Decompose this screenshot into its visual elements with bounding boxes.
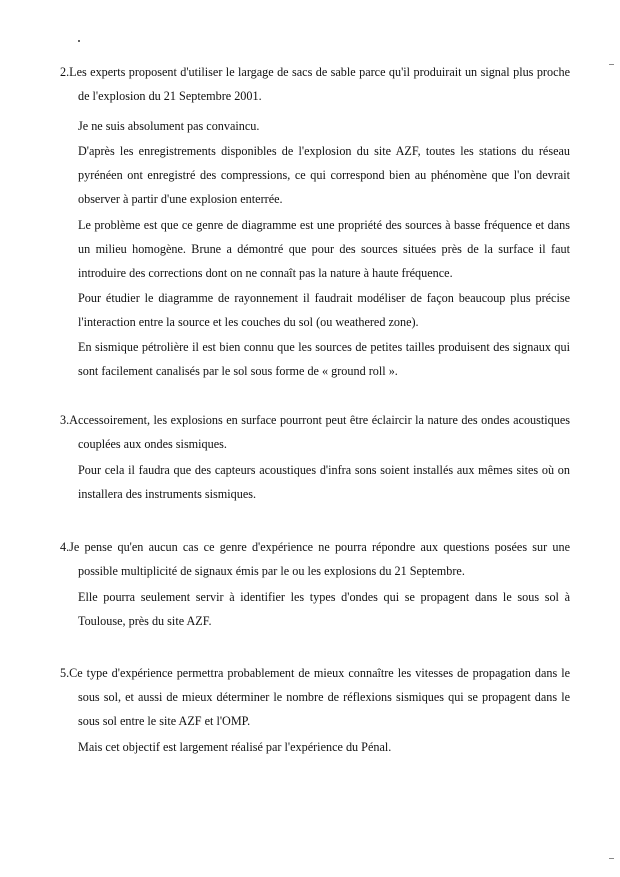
section-2-paragraph: Je ne suis absolument pas convaincu. <box>78 119 260 133</box>
section-5 <box>60 661 570 759</box>
section-5-heading-paragraph: 5.Ce type d'expérience permettra probablement de mieux connaître les vitesses de propagation dans le sous sol, et aussi de mieux déterminer le nombre de réflexions sismiques qui se propagent dans le sous sol entre le site AZF et l'OMP. <box>60 666 570 728</box>
section-3-paragraph: Pour cela il faudra que des capteurs acoustiques d'infra sons soient installés aux mêmes sites où on installera des instruments sismiques. <box>78 463 570 501</box>
section-2-paragraph: D'après les enregistrements disponibles de l'explosion du site AZF, toutes les stations du réseau pyrénéen ont enregistré des compressions, ce qui correspond bien au phénomène que l'on devrait observer à partir d'une explosion enterrée. <box>78 144 570 206</box>
edge-mark-bottom <box>609 858 614 859</box>
section-4-heading-paragraph: 4.Je pense qu'en aucun cas ce genre d'expérience ne pourra répondre aux questions posées sur une possible multiplicité de signaux émis par le ou les explosions du 21 Septembre. <box>60 540 570 578</box>
section-4 <box>60 535 570 633</box>
section-2-paragraph: Le problème est que ce genre de diagramme est une propriété des sources à basse fréquence et dans un milieu homogène. Brune a démontré que pour des sources situées près de la surface il faut introduire des corrections dont on ne connaît pas la nature à haute fréquence. <box>78 218 570 280</box>
section-2-paragraph: Pour étudier le diagramme de rayonnement il faudrait modéliser de façon beaucoup plus précise l'interaction entre la source et les couches du sol (ou weathered zone). <box>78 291 570 329</box>
section-4-paragraph: Elle pourra seulement servir à identifier les types d'ondes qui se propagent dans le sous sol à Toulouse, près du site AZF. <box>78 590 570 628</box>
section-2-paragraph: En sismique pétrolière il est bien connu que les sources de petites tailles produisent des signaux qui sont facilement canalisés par le sol sous forme de « ground roll ». <box>78 340 570 378</box>
section-5-paragraph: Mais cet objectif est largement réalisé par l'expérience du Pénal. <box>78 740 392 754</box>
section-3-heading-paragraph: 3.Accessoirement, les explosions en surface pourront peut être éclaircir la nature des ondes acoustiques couplées aux ondes sismiques. <box>60 413 570 451</box>
section-2 <box>60 60 570 383</box>
edge-mark-top <box>609 64 614 65</box>
section-2-heading-paragraph: 2.Les experts proposent d'utiliser le largage de sacs de sable parce qu'il produirait un signal plus proche de l'explosion du 21 Septembre 2001. <box>60 65 570 103</box>
page-dot-mark <box>78 40 80 42</box>
section-3 <box>60 408 570 506</box>
